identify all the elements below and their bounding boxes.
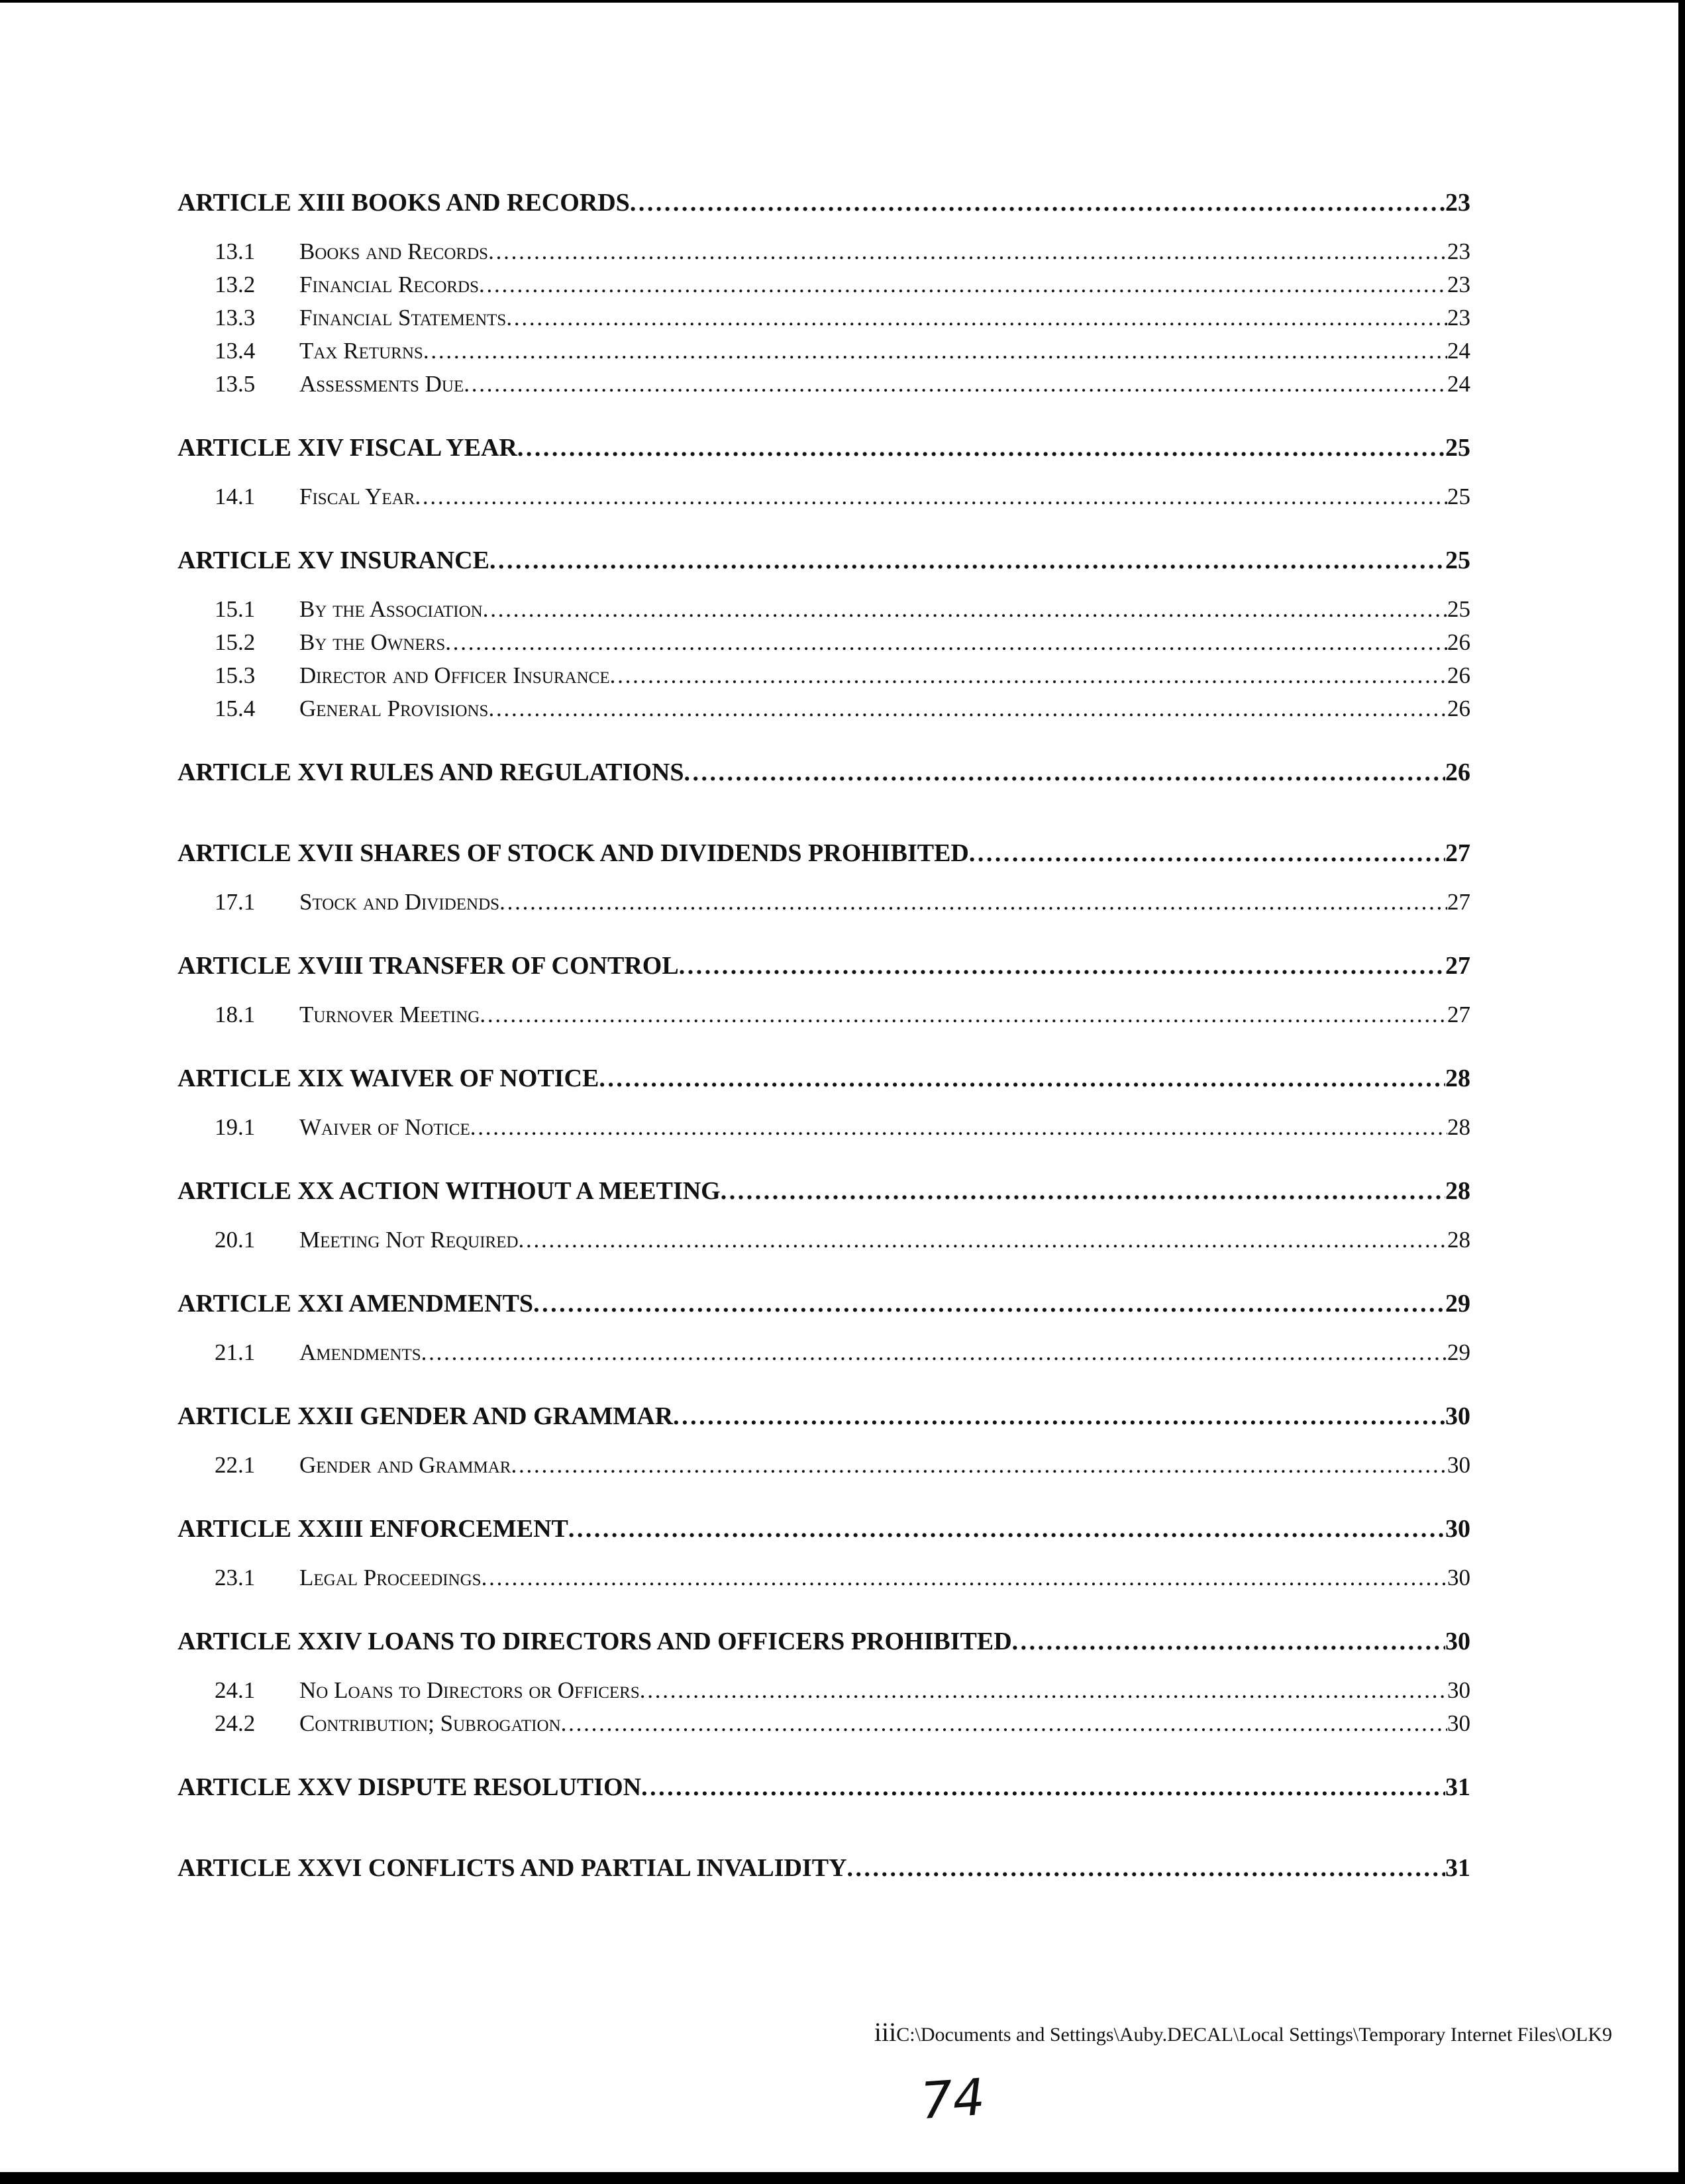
section-page-number: 30: [1447, 1710, 1470, 1736]
article-page-number: 31: [1445, 1773, 1470, 1801]
article-title: ARTICLE XX ACTION WITHOUT A MEETING: [178, 1177, 721, 1205]
article-page-number: 27: [1445, 839, 1470, 867]
toc-section-entry: [178, 305, 1470, 338]
toc-section-entry: [178, 696, 1470, 729]
section-number: 13.4: [215, 338, 256, 364]
toc-section-entry: [178, 1452, 1470, 1485]
section-title: Fiscal Year: [299, 484, 415, 509]
section-page-number: 26: [1447, 696, 1470, 721]
toc-section-entry: [178, 1565, 1470, 1598]
toc-article-entry: [178, 1289, 1470, 1326]
toc-section-entry: [178, 238, 1470, 272]
toc-section-entry: [178, 629, 1470, 662]
section-page-number: 24: [1447, 371, 1470, 397]
section-page-number: 23: [1447, 305, 1470, 331]
article-page-number: 27: [1445, 952, 1470, 980]
toc-section-entry: [178, 272, 1470, 305]
section-title: General Provisions: [299, 696, 489, 721]
spacer: [178, 988, 1470, 1002]
dot-leader: [517, 433, 1445, 462]
section-number: 22.1: [215, 1452, 256, 1478]
toc-article-entry: [178, 1853, 1470, 1891]
spacer: [178, 1810, 1470, 1853]
section-title: Financial Statements: [299, 305, 507, 331]
section-title: Turnover Meeting: [299, 1002, 480, 1027]
article-title: ARTICLE XVI RULES AND REGULATIONS: [178, 758, 684, 786]
spacer: [178, 1035, 1470, 1064]
dot-leader: [630, 188, 1445, 217]
section-page-number: 30: [1447, 1565, 1470, 1590]
toc-section-entry: [178, 1339, 1470, 1373]
toc-article-entry: [178, 1064, 1470, 1101]
spacer: [178, 1101, 1470, 1114]
section-number: 15.2: [215, 629, 256, 655]
toc-section-entry: [178, 371, 1470, 404]
article-page-number: 30: [1445, 1628, 1470, 1655]
article-title: ARTICLE XIV FISCAL YEAR: [178, 434, 517, 462]
dot-leader: [499, 889, 1447, 915]
handwritten-page-number: 74: [919, 2067, 987, 2131]
dot-leader: [533, 1289, 1445, 1318]
spacer: [178, 1891, 1470, 1934]
section-page-number: 23: [1447, 272, 1470, 297]
toc-section-entry: [178, 596, 1470, 629]
dot-leader: [506, 305, 1447, 331]
article-title: ARTICLE XIII BOOKS AND RECORDS: [178, 189, 630, 217]
dot-leader: [489, 546, 1445, 575]
dot-leader: [488, 238, 1447, 265]
section-page-number: 26: [1447, 662, 1470, 688]
toc-article-entry: [178, 1514, 1470, 1551]
spacer: [178, 1551, 1470, 1565]
section-number: 15.3: [215, 662, 256, 688]
article-page-number: 30: [1445, 1402, 1470, 1430]
section-title: No Loans to Directors or Officers: [299, 1677, 640, 1703]
section-title: Assessments Due: [299, 371, 464, 397]
spacer: [178, 1373, 1470, 1402]
section-page-number: 23: [1447, 238, 1470, 264]
dot-leader: [568, 1514, 1445, 1543]
spacer: [178, 1214, 1470, 1227]
toc-section-entry: [178, 1002, 1470, 1035]
section-page-number: 28: [1447, 1114, 1470, 1140]
toc-section-entry: [178, 662, 1470, 696]
section-page-number: 25: [1447, 484, 1470, 509]
spacer: [178, 225, 1470, 238]
section-title: Contribution; Subrogation: [299, 1710, 561, 1736]
toc-section-entry: [178, 1710, 1470, 1743]
section-page-number: 27: [1447, 889, 1470, 915]
section-number: 19.1: [215, 1114, 256, 1140]
section-title: Waiver of Notice: [299, 1114, 470, 1140]
section-title: Tax Returns: [299, 338, 423, 364]
toc-section-entry: [178, 889, 1470, 922]
footer: [874, 2016, 1612, 2048]
toc-article-entry: [178, 1176, 1470, 1214]
section-title: Meeting Not Required: [299, 1227, 519, 1253]
article-page-number: 25: [1445, 546, 1470, 574]
section-page-number: 30: [1447, 1677, 1470, 1703]
spacer: [178, 795, 1470, 839]
spacer: [178, 1326, 1470, 1339]
section-title: Director and Officer Insurance: [299, 662, 610, 688]
spacer: [178, 1485, 1470, 1514]
dot-leader: [488, 696, 1447, 722]
section-title: Legal Proceedings: [299, 1565, 482, 1590]
dot-leader: [483, 596, 1447, 623]
section-title: Financial Records: [299, 272, 480, 297]
dot-leader: [969, 839, 1445, 868]
table-of-contents: [178, 188, 1470, 1934]
section-page-number: 29: [1447, 1339, 1470, 1365]
toc-section-entry: [178, 1227, 1470, 1260]
dot-leader: [610, 662, 1447, 689]
section-page-number: 30: [1447, 1452, 1470, 1478]
spacer: [178, 922, 1470, 951]
article-title: ARTICLE XXV DISPUTE RESOLUTION: [178, 1773, 642, 1801]
article-title: ARTICLE XXI AMENDMENTS: [178, 1290, 534, 1318]
section-number: 20.1: [215, 1227, 256, 1253]
article-title: ARTICLE XXVI CONFLICTS AND PARTIAL INVALIDITY: [178, 1854, 847, 1882]
dot-leader: [847, 1853, 1445, 1883]
dot-leader: [415, 484, 1447, 510]
article-title: ARTICLE XXII GENDER AND GRAMMAR: [178, 1402, 674, 1430]
article-page-number: 29: [1445, 1290, 1470, 1318]
toc-article-entry: [178, 546, 1470, 583]
article-page-number: 31: [1445, 1854, 1470, 1882]
section-title: Stock and Dividends: [299, 889, 500, 915]
dot-leader: [1012, 1627, 1445, 1656]
dot-leader: [482, 1565, 1447, 1591]
dot-leader: [480, 1002, 1447, 1028]
spacer: [178, 1664, 1470, 1677]
toc-article-entry: [178, 1402, 1470, 1439]
spacer: [178, 517, 1470, 546]
dot-leader: [679, 951, 1445, 980]
footer-file-path: C:\Documents and Settings\Auby.DECAL\Local Settings\Temporary Internet Files\OLK9: [896, 2024, 1612, 2046]
section-number: 24.2: [215, 1710, 256, 1736]
section-title: Amendments: [299, 1339, 421, 1365]
article-page-number: 28: [1445, 1177, 1470, 1205]
article-title: ARTICLE XIX WAIVER OF NOTICE: [178, 1065, 599, 1092]
spacer: [178, 1439, 1470, 1452]
article-title: ARTICLE XVIII TRANSFER OF CONTROL: [178, 952, 679, 980]
spacer: [178, 1598, 1470, 1627]
toc-article-entry: [178, 951, 1470, 988]
toc-article-entry: [178, 433, 1470, 470]
section-number: 21.1: [215, 1339, 256, 1365]
dot-leader: [519, 1227, 1447, 1253]
section-title: By the Owners: [299, 629, 446, 655]
dot-leader: [640, 1677, 1447, 1704]
dot-leader: [479, 272, 1447, 298]
article-page-number: 28: [1445, 1065, 1470, 1092]
spacer: [178, 876, 1470, 889]
footer-page-number: iii: [874, 2017, 897, 2047]
article-page-number: 25: [1445, 434, 1470, 462]
section-number: 15.1: [215, 596, 256, 622]
dot-leader: [511, 1452, 1447, 1479]
article-title: ARTICLE XV INSURANCE: [178, 546, 489, 574]
toc-section-entry: [178, 1677, 1470, 1710]
toc-article-entry: [178, 1773, 1470, 1810]
spacer: [178, 729, 1470, 758]
toc-article-entry: [178, 758, 1470, 795]
spacer: [178, 470, 1470, 484]
section-number: 15.4: [215, 696, 256, 721]
section-number: 23.1: [215, 1565, 256, 1590]
spacer: [178, 1743, 1470, 1773]
toc-section-entry: [178, 338, 1470, 371]
section-number: 13.1: [215, 238, 256, 264]
dot-leader: [599, 1064, 1445, 1093]
article-title: ARTICLE XXIV LOANS TO DIRECTORS AND OFFICERS PROHIBITED: [178, 1628, 1012, 1655]
spacer: [178, 1147, 1470, 1176]
spacer: [178, 1260, 1470, 1289]
spacer: [178, 404, 1470, 433]
section-number: 13.2: [215, 272, 256, 297]
dot-leader: [561, 1710, 1447, 1737]
section-number: 17.1: [215, 889, 256, 915]
dot-leader: [470, 1114, 1447, 1141]
section-number: 13.5: [215, 371, 256, 397]
section-number: 18.1: [215, 1002, 256, 1027]
toc-article-entry: [178, 1627, 1470, 1664]
section-number: 14.1: [215, 484, 256, 509]
toc-article-entry: [178, 839, 1470, 876]
dot-leader: [423, 338, 1447, 364]
section-page-number: 26: [1447, 629, 1470, 655]
section-page-number: 28: [1447, 1227, 1470, 1253]
dot-leader: [673, 1402, 1445, 1431]
dot-leader: [421, 1339, 1447, 1366]
toc-section-entry: [178, 1114, 1470, 1147]
dot-leader: [464, 371, 1447, 397]
section-title: Gender and Grammar: [299, 1452, 511, 1478]
section-number: 24.1: [215, 1677, 256, 1703]
article-page-number: 30: [1445, 1515, 1470, 1543]
dot-leader: [684, 758, 1445, 787]
section-number: 13.3: [215, 305, 256, 331]
article-page-number: 23: [1445, 189, 1470, 217]
article-title: ARTICLE XVII SHARES OF STOCK AND DIVIDENDS PROHIBITED: [178, 839, 969, 867]
section-page-number: 25: [1447, 596, 1470, 622]
section-title: Books and Records: [299, 238, 489, 264]
section-title: By the Association: [299, 596, 483, 622]
section-page-number: 24: [1447, 338, 1470, 364]
toc-article-entry: [178, 188, 1470, 225]
section-page-number: 27: [1447, 1002, 1470, 1027]
toc-section-entry: [178, 484, 1470, 517]
dot-leader: [641, 1773, 1445, 1802]
dot-leader: [721, 1176, 1445, 1206]
article-page-number: 26: [1445, 758, 1470, 786]
article-title: ARTICLE XXIII ENFORCEMENT: [178, 1515, 568, 1543]
dot-leader: [445, 629, 1447, 656]
spacer: [178, 583, 1470, 596]
